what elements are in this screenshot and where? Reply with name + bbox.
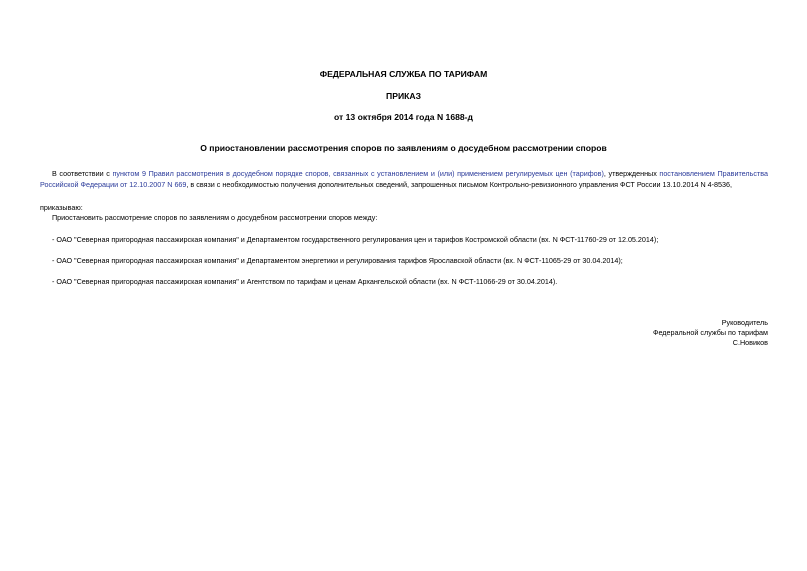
directive-text: Приостановить рассмотрение споров по заявлениям о досудебном рассмотрении споров между: [52,213,378,222]
list-item: - ОАО "Северная пригородная пассажирская компания" и Департаментом государственного регулирования цен и тарифов Костромской области (вх. N ФСТ-11760-29 от 12.05.2014); [52,235,659,244]
intro-paragraph [40,169,768,190]
document-type-heading: ПРИКАЗ [386,91,421,101]
list-item: - ОАО "Северная пригородная пассажирская компания" и Агентством по тарифам и ценам Архангельской области (вх. N ФСТ-11066-29 от 30.04.2014). [52,277,558,286]
date-number-heading: от 13 октября 2014 года N 1688-д [334,112,473,122]
agency-heading: ФЕДЕРАЛЬНАЯ СЛУЖБА ПО ТАРИФАМ [319,69,488,79]
government-resolution-link[interactable]: постановлением Правительства Российской Федерации от 12.10.2007 N 669 [40,169,768,189]
intro-text-start: В соответствии с [52,169,113,178]
document-title: О приостановлении рассмотрения споров по заявлениям о досудебном рассмотрении споров [200,143,607,153]
list-item: - ОАО "Северная пригородная пассажирская компания" и Департаментом энергетики и регулирования тарифов Ярославской области (вх. N ФСТ-11065-29 от 30.04.2014); [52,256,623,265]
intro-text-middle: , утвержденных [603,169,660,178]
signature-name: С.Новиков [732,338,768,347]
signature-organization: Федеральной службы по тарифам [653,328,768,337]
rules-paragraph-link[interactable]: пунктом 9 Правил рассмотрения в досудебном порядке споров, связанных с установлением и (или) применением регулируемых цен (тарифов) [112,169,604,178]
order-word: приказываю: [40,203,83,212]
signature-position: Руководитель [721,318,768,327]
intro-text-end: , в связи с необходимостью получения дополнительных сведений, запрошенных письмом Контрольно-ревизионного управления ФСТ России 13.10.2014 N 4-8536, [186,179,733,189]
